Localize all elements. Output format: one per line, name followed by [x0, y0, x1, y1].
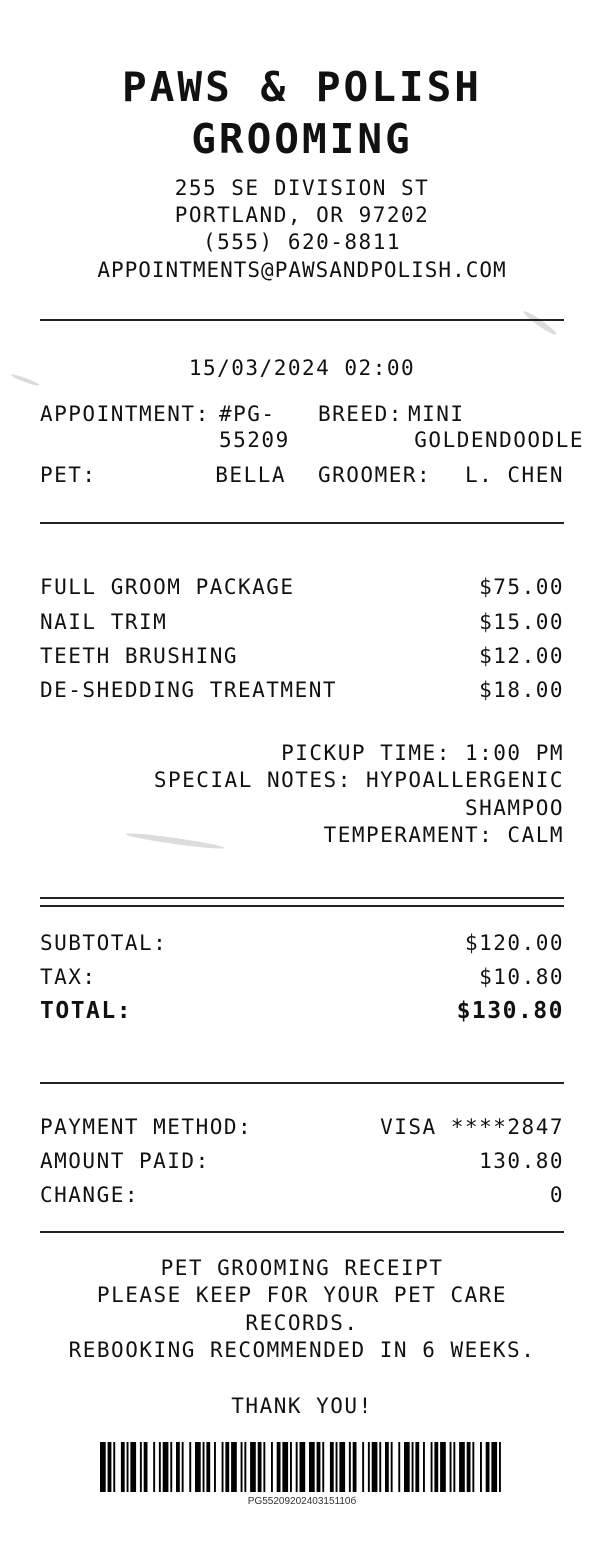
store-name-line2: GROOMING [191, 115, 413, 163]
breed-label: BREED: [318, 402, 403, 426]
breed-value-part2: GOLDENDOODLE [414, 428, 584, 452]
thank-you: THANK YOU! [231, 1394, 373, 1418]
double-divider-top [40, 897, 564, 899]
item-name: FULL GROOM PACKAGE [40, 575, 295, 599]
store-phone: (555) 620-8811 [202, 230, 401, 254]
amount-paid-label: AMOUNT PAID: [40, 1149, 210, 1173]
payment-method-label: PAYMENT METHOD: [40, 1115, 253, 1139]
divider [40, 1231, 564, 1233]
special-notes-line1: SPECIAL NOTES: HYPOALLERGENIC [153, 768, 564, 792]
appointment-number-part2: 55209 [219, 428, 290, 452]
subtotal-value: $120.00 [464, 931, 564, 955]
barcode [100, 1442, 504, 1492]
change-value: 0 [549, 1183, 564, 1207]
tax-value: $10.80 [479, 965, 564, 989]
temperament: TEMPERAMENT: CALM [323, 823, 564, 847]
item-price: $75.00 [479, 575, 564, 599]
barcode-number: PG5520920240315110б [247, 1496, 357, 1507]
store-address-line1: 255 SE DIVISION ST [174, 176, 430, 200]
item-price: $15.00 [479, 610, 564, 634]
divider [40, 1082, 564, 1084]
pickup-time: PICKUP TIME: 1:00 PM [281, 741, 564, 765]
footer-line4: REBOOKING RECOMMENDED IN 6 WEEKS. [68, 1338, 536, 1362]
store-email: APPOINTMENTS@PAWSANDPOLISH.COM [97, 258, 507, 282]
divider [40, 319, 564, 321]
double-divider-bottom [40, 905, 564, 907]
groomer-label: GROOMER: [318, 463, 432, 487]
appointment-label: APPOINTMENT: [40, 402, 210, 426]
breed-value-part1: MINI [408, 402, 465, 426]
subtotal-label: SUBTOTAL: [40, 931, 168, 955]
item-name: NAIL TRIM [40, 610, 168, 634]
pet-label: PET: [40, 463, 97, 487]
store-name-line1: PAWS & POLISH [122, 63, 482, 111]
total-label: TOTAL: [40, 998, 133, 1024]
item-price: $12.00 [479, 644, 564, 668]
item-name: TEETH BRUSHING [40, 644, 239, 668]
special-notes-line2: SHAMPOO [464, 796, 564, 820]
smudge [522, 309, 558, 337]
item-price: $18.00 [479, 678, 564, 702]
footer-title: PET GROOMING RECEIPT [160, 1256, 444, 1280]
tax-label: TAX: [40, 965, 97, 989]
store-address-line2: PORTLAND, OR 97202 [174, 203, 430, 227]
amount-paid-value: 130.80 [479, 1149, 564, 1173]
total-value: $130.80 [456, 998, 564, 1024]
receipt-datetime: 15/03/2024 02:00 [188, 356, 416, 380]
payment-method-value: VISA ****2847 [380, 1115, 564, 1139]
footer-line2: PLEASE KEEP FOR YOUR PET CARE [96, 1283, 508, 1307]
divider [40, 522, 564, 524]
groomer-name: L. CHEN [464, 463, 564, 487]
change-label: CHANGE: [40, 1183, 140, 1207]
item-name: DE-SHEDDING TREATMENT [40, 678, 338, 702]
pet-name: BELLA [215, 463, 286, 487]
footer-line3: RECORDS. [245, 1311, 359, 1335]
appointment-number-part1: #PG- [219, 402, 276, 426]
